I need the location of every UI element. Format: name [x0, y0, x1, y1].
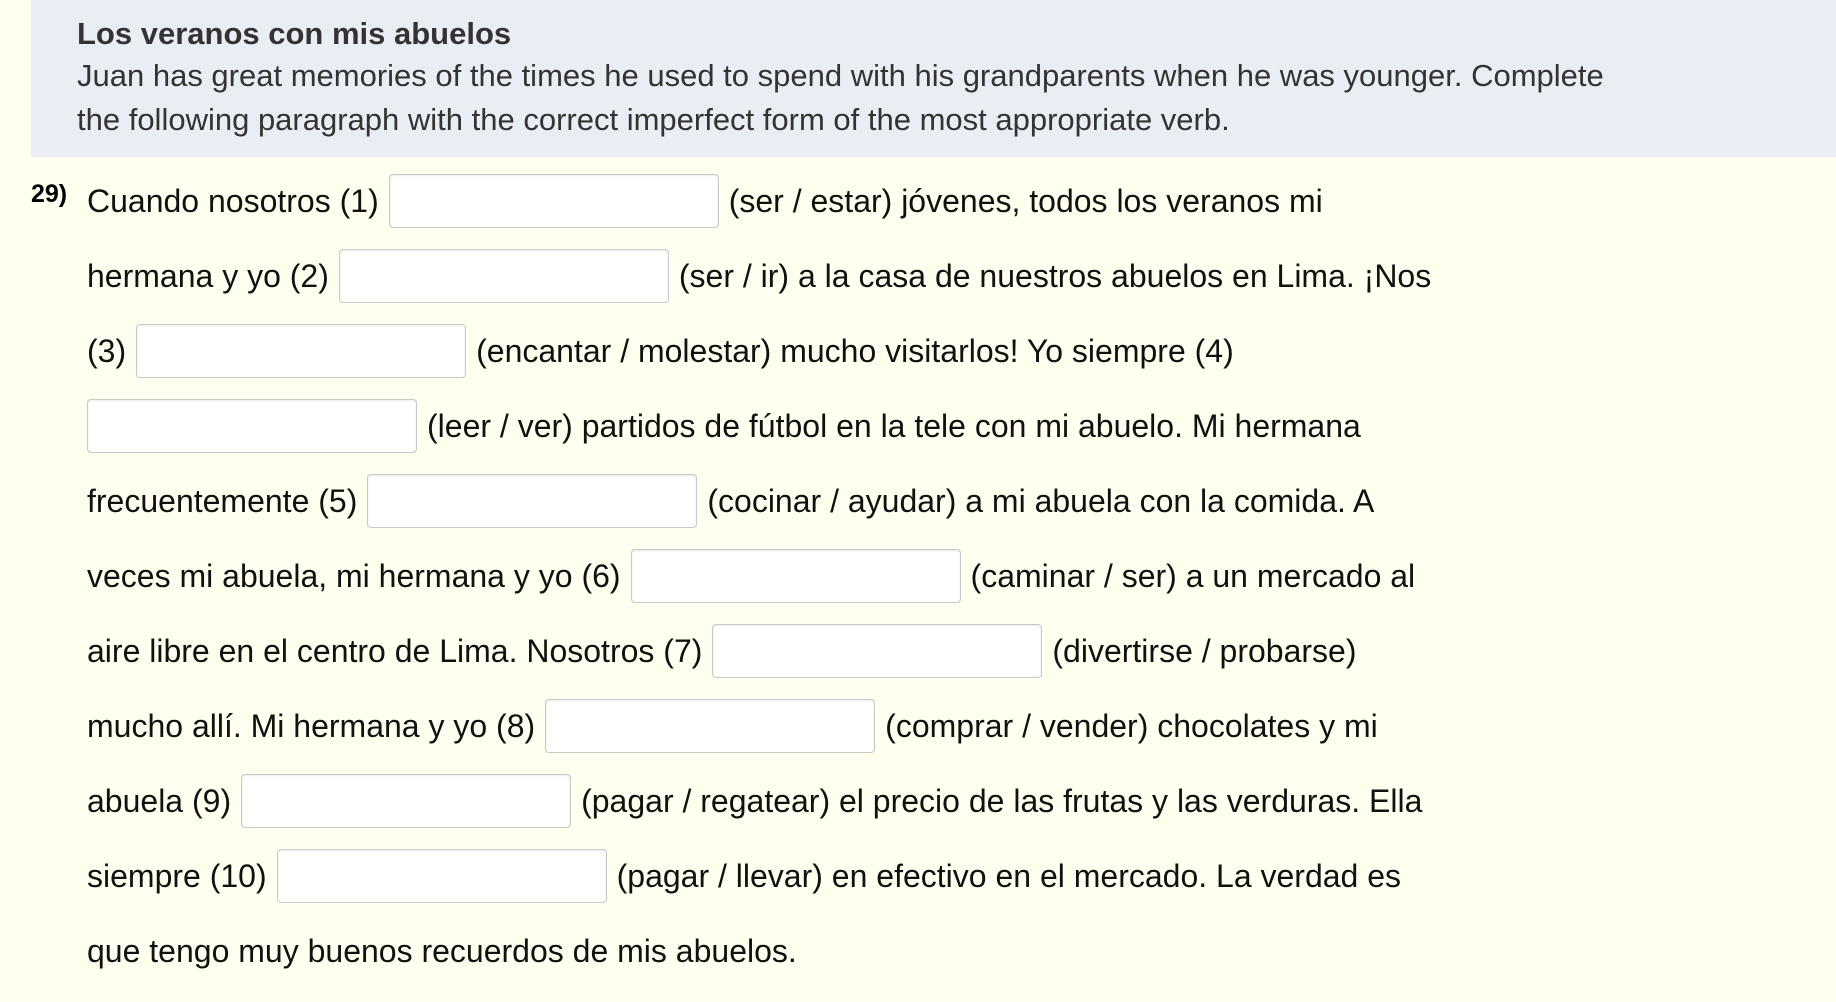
line-text: siempre (10): [87, 857, 267, 894]
paragraph-line-5: [87, 472, 1374, 530]
line-text: (divertirse / probarse): [1052, 632, 1357, 669]
question-number: 29): [31, 180, 68, 208]
paragraph-line-2: [87, 247, 1431, 305]
line-text: (ser / ir) a la casa de nuestros abuelos en Lima. ¡Nos: [678, 257, 1432, 294]
blank-10-input[interactable]: [277, 849, 607, 903]
line-text: aire libre en el centro de Lima. Nosotros (7): [87, 632, 703, 669]
line-text: hermana y yo (2): [87, 257, 329, 294]
blank-1-input[interactable]: [389, 174, 719, 228]
line-text: que tengo muy buenos recuerdos de mis abuelos.: [87, 932, 797, 969]
paragraph-line-8: [87, 697, 1378, 755]
line-text: (encantar / molestar) mucho visitarlos! Yo siempre (4): [476, 332, 1234, 369]
blank-7-input[interactable]: [712, 624, 1042, 678]
paragraph-line-7: [87, 622, 1356, 680]
line-text: abuela (9): [87, 782, 232, 819]
paragraph-line-11: [87, 922, 797, 980]
paragraph-line-3: [87, 322, 1234, 380]
line-text: (cocinar / ayudar) a mi abuela con la comida. A: [707, 482, 1375, 519]
blank-6-input[interactable]: [631, 549, 961, 603]
blank-2-input[interactable]: [339, 249, 669, 303]
blank-5-input[interactable]: [367, 474, 697, 528]
blank-3-input[interactable]: [136, 324, 466, 378]
line-text: (comprar / vender) chocolates y mi: [885, 707, 1378, 744]
line-text: (pagar / llevar) en efectivo en el mercado. La verdad es: [616, 857, 1402, 894]
exercise-title: Los veranos con mis abuelos: [77, 16, 512, 51]
line-text: Cuando nosotros (1): [87, 182, 379, 219]
instructions-panel: [31, 0, 1836, 157]
paragraph-line-6: [87, 547, 1415, 605]
line-text: (caminar / ser) a un mercado al: [970, 557, 1416, 594]
blank-8-input[interactable]: [545, 699, 875, 753]
line-text: frecuentemente (5): [87, 482, 358, 519]
instructions-line-2: the following paragraph with the correct imperfect form of the most appropriate verb.: [77, 102, 1230, 137]
line-text: (leer / ver) partidos de fútbol en la tele con mi abuelo. Mi hermana: [427, 407, 1361, 444]
blank-4-input[interactable]: [87, 399, 417, 453]
paragraph-line-4: [87, 397, 1361, 455]
line-text: veces mi abuela, mi hermana y yo (6): [87, 557, 621, 594]
line-text: (ser / estar) jóvenes, todos los veranos mi: [728, 182, 1323, 219]
line-text: mucho allí. Mi hermana y yo (8): [87, 707, 536, 744]
paragraph-line-10: [87, 847, 1401, 905]
line-text: (3): [87, 332, 127, 369]
paragraph-line-1: [87, 172, 1323, 230]
paragraph-line-9: [87, 772, 1422, 830]
blank-9-input[interactable]: [241, 774, 571, 828]
instructions-line-1: Juan has great memories of the times he used to spend with his grandparents when he was younger. Complete: [77, 58, 1604, 93]
line-text: (pagar / regatear) el precio de las frutas y las verduras. Ella: [581, 782, 1423, 819]
